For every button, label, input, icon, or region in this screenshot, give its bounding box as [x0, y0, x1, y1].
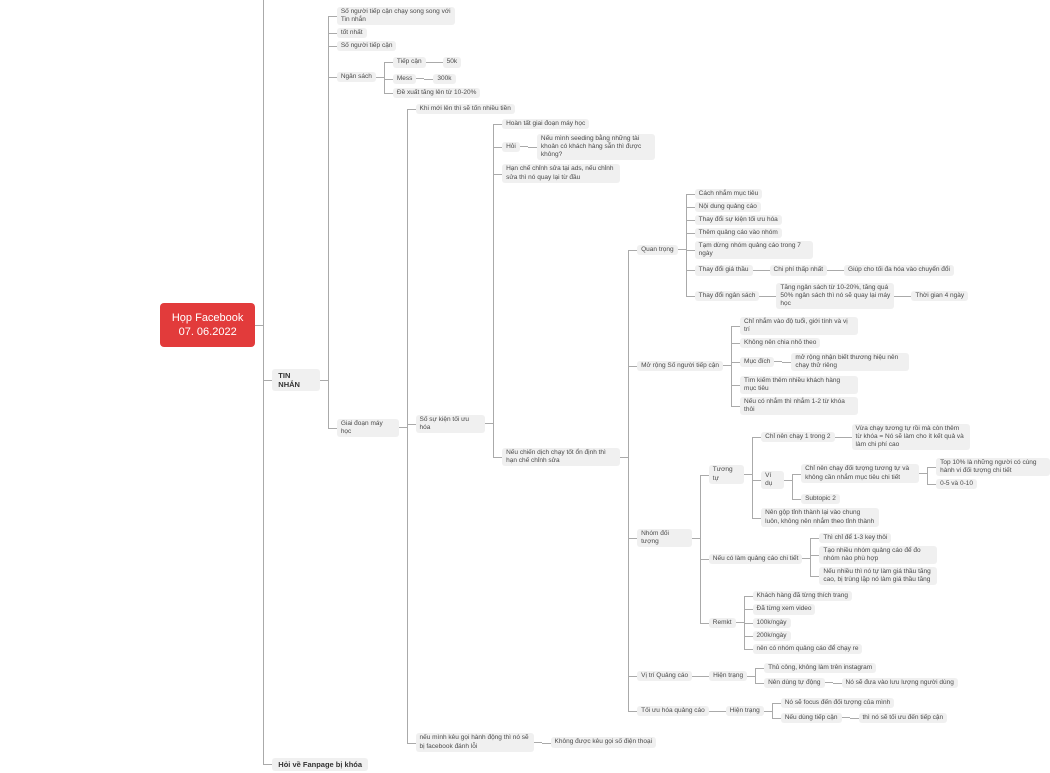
tree-child [528, 132, 655, 161]
mindmap-branch [393, 72, 456, 85]
topic-node[interactable]: Chỉ nên chạy 1 trong 2 [761, 432, 834, 442]
connector-line [255, 325, 263, 326]
topic-node[interactable]: Giúp cho tối đa hóa vào chuyển đổi [844, 265, 954, 275]
mindmap-branch [936, 458, 1050, 476]
mindmap-branch [337, 103, 1050, 753]
subtree [752, 421, 1050, 528]
mindmap-branch [776, 283, 968, 309]
tree-child [767, 282, 968, 311]
topic-node[interactable]: Thì chỉ để 1-3 key thôi [819, 533, 891, 543]
tree-child [731, 395, 909, 416]
mindmap-branch [695, 228, 782, 238]
mindmap-branch [443, 57, 461, 67]
topic-node[interactable]: Tạo nhiều nhóm quảng cáo để đo nhóm nào phù hợp [819, 546, 937, 564]
topic-node[interactable]: Đã từng xem video [753, 604, 816, 614]
mindmap-branch [695, 215, 782, 225]
topic-node[interactable]: Mở rộng Số người tiếp cận [637, 361, 723, 371]
connector-line [784, 480, 792, 481]
mindmap-branch [911, 291, 968, 301]
mindmap-branch [502, 119, 589, 129]
connector-line [774, 361, 782, 362]
tree-child [407, 103, 1050, 116]
topic-node[interactable]: Thủ công, không làm trên instagram [764, 663, 876, 673]
topic-node[interactable]: Thời gian 4 ngày [911, 291, 968, 301]
topic-node[interactable]: Nếu chiến dịch chạy tốt ổn định thì hạn chế chỉnh sửa [502, 448, 620, 466]
connector-line [416, 78, 424, 79]
mindmap-branch [740, 338, 820, 348]
tree-child [843, 423, 970, 452]
mindmap-branch [753, 644, 863, 654]
topic-node[interactable]: Nên dùng tự động [764, 678, 824, 688]
tree-child [927, 478, 1050, 491]
mindmap-branch [801, 456, 1050, 490]
mindmap-branch [551, 737, 657, 747]
connector-line [678, 249, 686, 250]
tree-child [792, 492, 1050, 505]
mindmap-branch [537, 134, 655, 160]
tree-child [761, 262, 954, 278]
subtree [700, 660, 958, 692]
mindmap-tree [160, 0, 1050, 773]
tree-child [700, 420, 1050, 530]
tree-child [744, 590, 863, 603]
topic-node[interactable]: Thay đổi giá thầu [695, 265, 753, 275]
subtree [384, 54, 481, 99]
subtree [772, 697, 947, 726]
mindmap-branch [272, 758, 368, 771]
connector-line [825, 682, 833, 683]
mindmap-branch [709, 590, 863, 656]
tree-child [686, 227, 968, 240]
mindmap-branch [709, 531, 938, 587]
topic-node[interactable]: Ngân sách [337, 72, 376, 82]
mindmap-branch [637, 660, 958, 692]
mindmap-branch [695, 241, 813, 259]
topic-node[interactable]: Tăng ngân sách từ 10-20%, tăng quá 50% ngân sách thì nó sẽ quay lại máy học [776, 283, 894, 309]
connector-line [744, 474, 752, 475]
subtree [792, 455, 1050, 506]
topic-node[interactable]: Chỉ nên chạy đối tượng tương tự và không cần nhắm mục tiêu chi tiết [801, 464, 919, 482]
tree-child [686, 280, 968, 312]
mindmap-branch [852, 424, 970, 450]
tree-child [731, 315, 909, 336]
tree-child [700, 588, 1050, 657]
mindmap-branch [337, 41, 397, 51]
subtree [843, 423, 970, 452]
topic-node[interactable]: Remkt [709, 618, 736, 628]
topic-node[interactable]: 300k [433, 74, 455, 84]
topic-node[interactable]: Nên gộp tỉnh thành lại vào chung luôn, không nên nhắm theo tỉnh thành [761, 508, 879, 526]
tree-child [493, 131, 1050, 163]
tree-child [263, 4, 1050, 756]
topic-node[interactable]: Hỏi [502, 142, 520, 152]
mindmap-branch [502, 132, 655, 161]
connector-line [485, 423, 493, 424]
mindmap-branch [695, 262, 954, 278]
tree-child [833, 676, 958, 689]
mindmap-branch [761, 455, 1050, 506]
mindmap-branch [842, 678, 958, 688]
mindmap-branch [859, 713, 948, 723]
mindmap-branch [726, 697, 947, 726]
connector-line [376, 77, 384, 78]
tree-child [327, 0, 497, 2]
topic-node[interactable]: 50k [443, 57, 461, 67]
topic-node[interactable]: Top 10% là những người có cùng hành vi đối tượng chi tiết [936, 458, 1050, 476]
topic-node[interactable]: Tối ưu hóa quảng cáo [637, 706, 709, 716]
connector-line [692, 538, 700, 539]
mindmap-branch [709, 661, 958, 690]
tree-child [686, 187, 968, 200]
connector-line [759, 296, 767, 297]
mindmap-branch [781, 711, 947, 724]
topic-node[interactable]: 100k/ngày [753, 618, 791, 628]
topic-node[interactable]: Mess [393, 74, 417, 84]
mindmap-branch [695, 202, 761, 212]
tree-child [744, 629, 863, 642]
mindmap-branch [781, 698, 894, 708]
topic-node[interactable]: Nội dung quảng cáo [695, 202, 761, 212]
tree-child [434, 56, 461, 69]
mindmap-branch [709, 421, 1050, 528]
root-node[interactable]: Họp Facebook 07. 06.2022 [160, 303, 255, 348]
subtree [686, 187, 968, 312]
connector-line [399, 427, 407, 428]
tree-child [700, 660, 958, 692]
mindmap-branch [416, 733, 657, 751]
subtree [782, 351, 909, 372]
mindmap-branch [761, 423, 969, 452]
mindmap-branch [433, 74, 455, 84]
connector-line [753, 270, 761, 271]
topic-node[interactable]: tốt nhất [337, 28, 367, 38]
connector-line [520, 146, 528, 147]
tree-child [717, 695, 947, 727]
connector-line [709, 711, 717, 712]
mindmap-branch [791, 353, 909, 371]
subtree [628, 186, 1050, 729]
tree-child [772, 697, 947, 710]
tree-child [744, 603, 863, 616]
topic-node[interactable]: Không được kêu gọi số điện thoại [551, 737, 657, 747]
topic-node[interactable]: Chỉ nhắm vào độ tuổi, giới tính và vị trí [740, 317, 858, 335]
tree-child [384, 54, 481, 70]
tree-child [686, 240, 968, 261]
topic-node[interactable]: Tương tự [709, 465, 744, 483]
tree-child [752, 507, 1050, 528]
mindmap-branch [416, 104, 515, 114]
mindmap-branch [753, 604, 816, 614]
tree-child [772, 710, 947, 726]
topic-node[interactable]: Chi phí thấp nhất [770, 265, 828, 275]
topic-node[interactable]: Hiện trạng [726, 706, 764, 716]
tree-child [628, 658, 1050, 693]
subtree [731, 315, 909, 416]
tree-child [493, 184, 1050, 730]
topic-node[interactable]: Giai đoạn máy học [337, 419, 399, 437]
tree-child [902, 290, 968, 303]
mindmap-branch [502, 164, 620, 182]
subtree [424, 72, 455, 85]
mindmap-branch [502, 186, 1050, 729]
subtree [528, 132, 655, 161]
connector-line [894, 296, 902, 297]
subtree [700, 420, 1050, 657]
subtree [328, 5, 1050, 754]
mindmap-branch [753, 631, 791, 641]
connector-line [320, 380, 328, 381]
tree-child [328, 5, 1050, 26]
mindmap-branch [272, 5, 1050, 754]
topic-node[interactable]: Hạn chế chỉnh sửa tại ads, nếu chỉnh sửa thì nó quay lại từ đầu [502, 164, 620, 182]
subtree [850, 711, 948, 724]
topic-node[interactable]: Hiện trạng [709, 671, 747, 681]
mindmap-branch [844, 265, 954, 275]
subtree [371, 0, 498, 1]
topic-node[interactable]: Không nên chia nhỏ theo [740, 338, 820, 348]
subtree [717, 695, 947, 727]
mindmap-branch [393, 88, 481, 98]
topic-node[interactable]: Nếu nhiều thì nó tự làm giá thầu tăng cao, bị trùng lặp nó làm giá thầu tăng [819, 567, 937, 585]
connector-line [534, 742, 542, 743]
mindmap-branch [393, 56, 461, 69]
subtree [767, 282, 968, 311]
mindmap-branch [819, 533, 891, 543]
mindmap-branch [695, 282, 968, 311]
topic-node[interactable]: Tìm kiếm thêm nhiều khách hàng mục tiêu [740, 376, 858, 394]
tree-child [407, 732, 1050, 753]
topic-node[interactable]: Khi mới lên thì sẽ tốn nhiều tiền [416, 104, 515, 114]
tree-child [628, 314, 1050, 418]
mindmap-branch [637, 420, 1050, 657]
subtree [542, 736, 657, 749]
tree-child [542, 736, 657, 749]
subtree [744, 590, 863, 656]
topic-node[interactable]: Số người tiếp cận [337, 41, 397, 51]
tree-child [328, 40, 1050, 53]
topic-node[interactable]: Thêm quảng cáo vào nhóm [695, 228, 782, 238]
connector-line [842, 717, 850, 718]
tree-child [755, 661, 958, 674]
connector-line [747, 676, 755, 677]
topic-node[interactable]: Vị trí Quảng cáo [637, 671, 692, 681]
connector-line [827, 270, 835, 271]
topic-node[interactable]: Quan trọng [637, 245, 678, 255]
tree-child [263, 756, 1050, 772]
tree-child [792, 455, 1050, 492]
subtree [755, 661, 958, 690]
branch-node[interactable]: TIN NHẮN [272, 369, 320, 392]
tree-child [731, 337, 909, 350]
tree-child [755, 675, 958, 691]
mindmap-branch [272, 0, 497, 2]
mindmap-branch [337, 28, 367, 38]
topic-node[interactable]: Nó sẽ focus đến đối tượng của mình [781, 698, 894, 708]
tree-child [628, 418, 1050, 658]
topic-node[interactable]: thì nó sẽ tối ưu đến tiếp cận [859, 713, 948, 723]
tree-child [810, 531, 937, 544]
topic-node[interactable]: Mục đích [740, 357, 774, 367]
mindmap-branch [740, 351, 909, 372]
subtree [902, 290, 968, 303]
subtree [434, 56, 461, 69]
topic-node[interactable]: Vừa chạy tương tự rồi mà còn thêm từ khóa = Nó sẽ làm cho ít kết quả và làm chi phí cao [852, 424, 970, 450]
mindmap-branch [637, 315, 909, 416]
subtree [407, 103, 1050, 753]
connector-line [692, 676, 700, 677]
topic-node[interactable]: Số sự kiện tối ưu hóa [416, 415, 486, 433]
tree-child [328, 53, 1050, 101]
tree-child [810, 544, 937, 565]
mindmap-branch [764, 676, 958, 689]
topic-node[interactable]: Tiếp cận [393, 57, 426, 67]
tree-child [686, 213, 968, 226]
mindmap-branch [753, 591, 852, 601]
tree-child [752, 421, 1050, 453]
tree-child [752, 453, 1050, 507]
topic-node[interactable]: Nếu có nhắm thì nhắm 1-2 từ khóa thôi [740, 397, 858, 415]
topic-node[interactable]: mở rộng nhận biết thương hiệu nên chạy thử riêng [791, 353, 909, 371]
mindmap-branch [160, 0, 1050, 773]
subtree [263, 0, 1050, 773]
topic-node[interactable]: Nó sẽ đưa vào lưu lượng người dùng [842, 678, 958, 688]
connector-line [620, 457, 628, 458]
tree-child [493, 163, 1050, 184]
connector-line [736, 622, 744, 623]
mindmap-branch [801, 494, 840, 504]
mindmap-branch [637, 695, 947, 727]
tree-child [424, 72, 455, 85]
tree-child [744, 616, 863, 629]
connector-line [426, 62, 434, 63]
topic-node[interactable]: 0-5 và 0-10 [936, 479, 977, 489]
tree-child [328, 101, 1050, 754]
subtree [761, 262, 954, 278]
mindmap-branch [740, 397, 858, 415]
topic-node[interactable]: Nếu mình seeding bằng những tài khoản có khách hàng sẵn thì được không? [537, 134, 655, 160]
tree-child [628, 186, 1050, 314]
topic-node[interactable]: nên có nhóm quảng cáo để chạy re [753, 644, 863, 654]
tree-child [328, 27, 1050, 40]
mindmap-branch [336, 0, 497, 1]
tree-child [731, 350, 909, 374]
topic-node[interactable]: Nếu có làm quảng cáo chi tiết [709, 554, 803, 564]
branch-node[interactable]: Hỏi về Fanpage bị khóa [272, 758, 368, 771]
topic-node[interactable]: Nếu dùng tiếp cận [781, 713, 842, 723]
mindmap-branch [770, 264, 954, 277]
mindmap-branch [936, 479, 977, 489]
tree-child [686, 261, 968, 280]
topic-node[interactable]: Số người tiếp cận chạy song song với Tin nhắn [337, 7, 455, 25]
subtree [833, 676, 958, 689]
topic-node[interactable]: Thay đổi sự kiện tối ưu hóa [695, 215, 782, 225]
mindmap-branch [819, 546, 937, 564]
topic-node[interactable]: Hoàn tất giai đoạn máy học [502, 119, 589, 129]
connector-line [919, 473, 927, 474]
connector-line [802, 558, 810, 559]
tree-child [628, 694, 1050, 729]
tree-child [744, 642, 863, 655]
tree-child [371, 0, 498, 1]
tree-child [384, 87, 481, 100]
tree-child [835, 264, 954, 277]
topic-node[interactable]: nếu mình kêu gọi hành động thì nó sẽ bị facebook đánh lỗi [416, 733, 534, 751]
tree-child [782, 351, 909, 372]
mindmap-branch [695, 189, 763, 199]
topic-node[interactable]: Tạm dừng nhóm quảng cáo trong 7 ngày [695, 241, 813, 259]
mindmap-branch [761, 508, 879, 526]
tree-child [407, 116, 1050, 732]
subtree [835, 264, 954, 277]
mindmap-branch [637, 187, 968, 312]
topic-node[interactable]: Ví dụ [761, 471, 784, 489]
topic-node[interactable]: Nhóm đối tượng [637, 529, 692, 547]
tree-child [384, 71, 481, 87]
tree-child [810, 566, 937, 587]
topic-node[interactable]: Đề xuất tăng lên từ 10-20% [393, 88, 481, 98]
tree-child [850, 711, 948, 724]
topic-node[interactable]: Subtopic 2 [801, 494, 840, 504]
mindmap-branch [740, 376, 858, 394]
subtree [493, 117, 1050, 730]
mindmap-branch [764, 663, 876, 673]
subtree [327, 0, 497, 2]
mindmap-branch [819, 567, 937, 585]
mindmap-branch [337, 54, 481, 99]
topic-node[interactable]: Thay đổi ngân sách [695, 291, 760, 301]
subtree [810, 531, 937, 587]
connector-line [764, 711, 772, 712]
topic-node[interactable]: Cách nhắm mục tiêu [695, 189, 763, 199]
mindmap-branch [740, 317, 858, 335]
mindmap-branch [416, 117, 1050, 730]
topic-node[interactable]: Khách hàng đã từng thích trang [753, 591, 852, 601]
tree-child [731, 374, 909, 395]
tree-child [493, 117, 1050, 130]
mindmap-branch [337, 7, 455, 25]
tree-child [686, 200, 968, 213]
connector-line [835, 437, 843, 438]
topic-node[interactable]: 200k/ngày [753, 631, 791, 641]
mindmap-branch [753, 618, 791, 628]
connector-line [723, 365, 731, 366]
tree-child [700, 530, 1050, 589]
subtree [927, 456, 1050, 490]
tree-child [927, 456, 1050, 477]
